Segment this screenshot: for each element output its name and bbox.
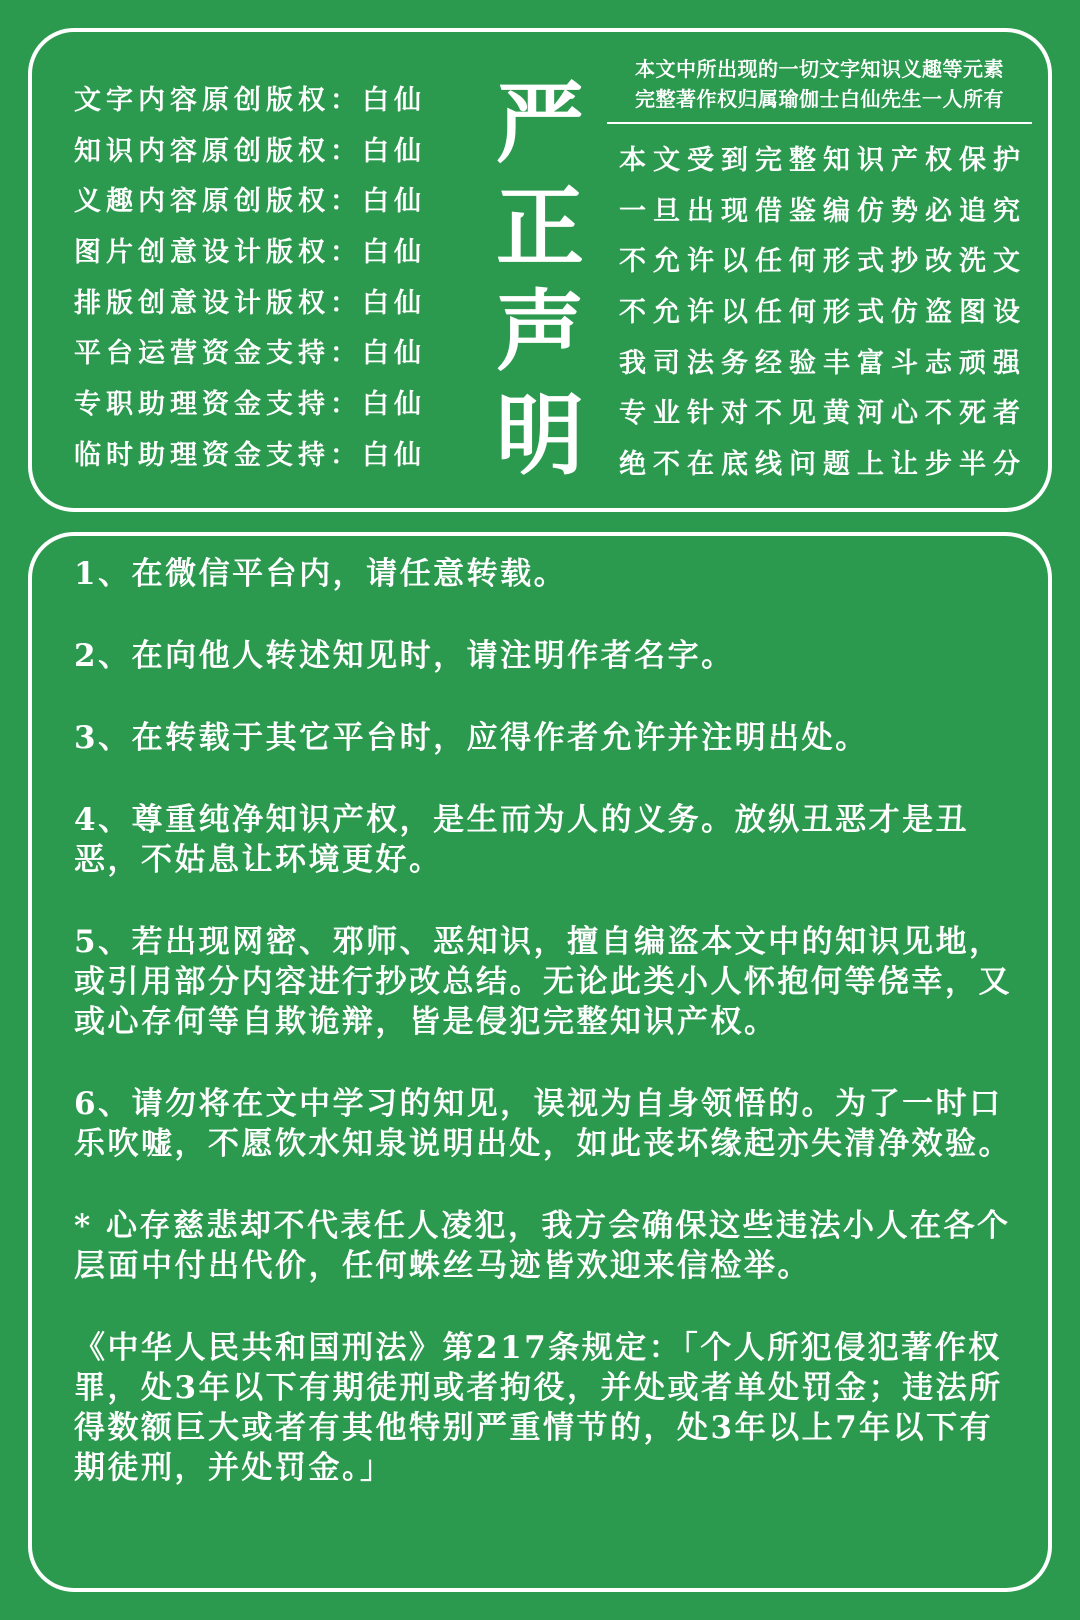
claim-row: 专业针对不见黄河心不死者 xyxy=(619,398,1027,430)
terms-list xyxy=(74,554,1014,1528)
claim-row: 一旦出现借鉴编仿势必追究 xyxy=(619,195,1027,227)
credit-row: 知识内容原创版权：白仙 xyxy=(74,135,426,167)
credit-row: 平台运营资金支持：白仙 xyxy=(74,338,426,370)
copyright-notice xyxy=(597,54,1042,491)
law-citation: 《中华人民共和国刑法》第217条规定：「个人所犯侵犯著作权罪，处3年以下有期徒刑或者拘役，并处或者单处罚金；违法所得数额巨大或者有其他特别严重情节的，处3年以上7年以下有期徒刑，并处罚金。」 xyxy=(74,1330,1003,1486)
claim-row: 不允许以任何形式仿盗图设 xyxy=(619,297,1027,329)
term-item: 2、在向他人转述知见时，请注明作者名字。 xyxy=(74,638,735,674)
notice-line: 本文中所出现的一切文字知识义趣等元素 xyxy=(635,57,1004,81)
credit-row: 临时助理资金支持：白仙 xyxy=(74,439,426,471)
credit-row: 排版创意设计版权：白仙 xyxy=(74,287,426,319)
credit-row: 义趣内容原创版权：白仙 xyxy=(74,186,426,218)
term-item: 3、在转载于其它平台时，应得作者允许并注明出处。 xyxy=(74,720,869,756)
header-panel xyxy=(28,28,1052,512)
credit-row: 文字内容原创版权：白仙 xyxy=(74,85,426,116)
term-item: 1、在微信平台内，请任意转载。 xyxy=(74,556,568,592)
credit-row: 图片创意设计版权：白仙 xyxy=(74,237,426,269)
term-item: 6、请勿将在文中学习的知见，误视为自身领悟的。为了一时口乐吹嘘，不愿饮水知泉说明出处，如此丧坏缘起亦失清净效验。 xyxy=(74,1086,1012,1162)
credit-row: 专职助理资金支持：白仙 xyxy=(74,389,426,421)
claim-row: 绝不在底线问题上让步半分 xyxy=(619,449,1027,481)
credits-list xyxy=(74,76,474,482)
title-char: 声 xyxy=(495,280,584,383)
claim-row: 我司法务经验丰富斗志顽强 xyxy=(619,347,1027,379)
claim-row: 不允许以任何形式抄改洗文 xyxy=(619,246,1027,278)
divider xyxy=(607,122,1032,124)
title-char: 明 xyxy=(495,384,584,487)
title-char: 严 xyxy=(495,72,584,175)
claim-row: 本文受到完整知识产权保护 xyxy=(619,145,1027,176)
term-item: 5、若出现网密、邪师、恶知识，擅自编盗本文中的知识见地，或引用部分内容进行抄改总结。无论此类小人怀抱何等侥幸，又或心存何等自欺诡辩，皆是侵犯完整知识产权。 xyxy=(74,924,1012,1040)
notice-line: 完整著作权归属瑜伽士白仙先生一人所有 xyxy=(635,87,1004,111)
title-char: 正 xyxy=(495,176,584,279)
page-title xyxy=(490,72,590,488)
terms-panel xyxy=(28,532,1052,1592)
warning-note: * 心存慈悲却不代表任人凌犯，我方会确保这些违法小人在各个层面中付出代价，任何蛛丝马迹皆欢迎来信检举。 xyxy=(74,1208,1011,1284)
term-item: 4、尊重纯净知识产权，是生而为人的义务。放纵丑恶才是丑恶，不姑息让环境更好。 xyxy=(74,802,970,878)
